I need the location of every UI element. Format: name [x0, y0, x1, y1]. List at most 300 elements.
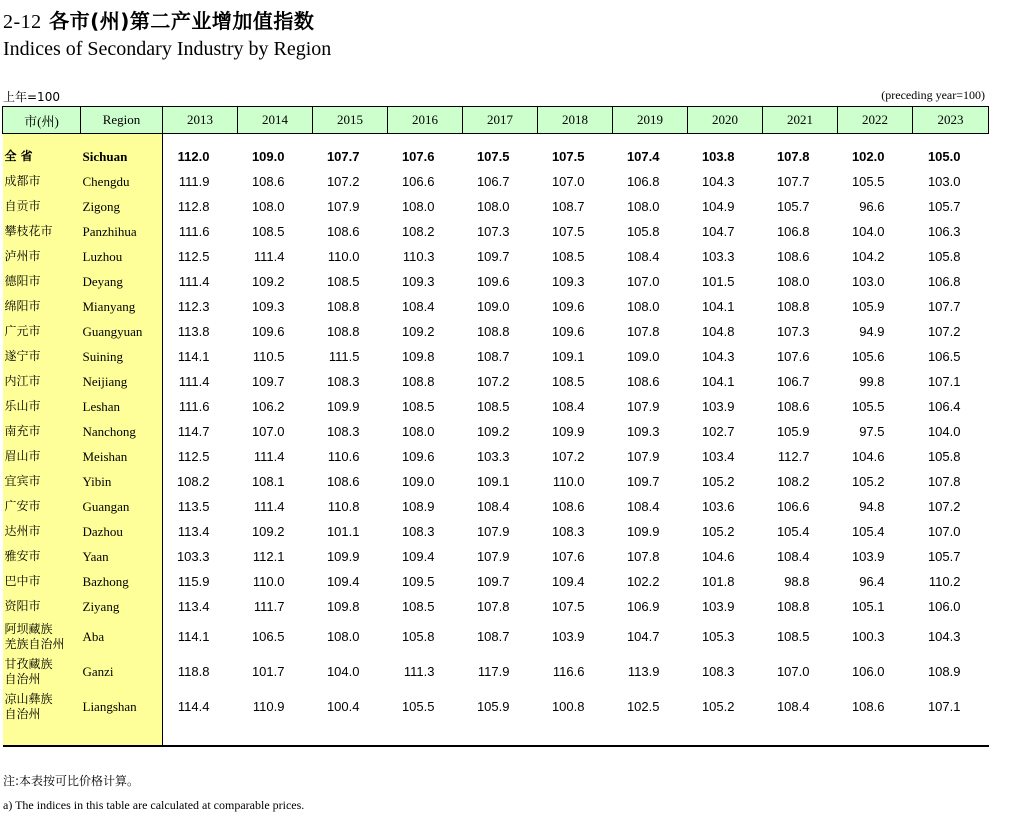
value-cell: 108.4 — [401, 299, 435, 314]
value-cell: 112.1 — [252, 549, 285, 564]
value-cell: 103.8 — [701, 149, 735, 164]
region-en: Mianyang — [81, 294, 163, 319]
value-cell: 108.7 — [476, 349, 510, 364]
value-cell: 109.2 — [251, 274, 285, 289]
table-row — [3, 269, 989, 294]
value-cell: 94.8 — [859, 499, 885, 514]
value-cell: 108.1 — [251, 474, 285, 489]
region-cn: 眉山市 — [3, 444, 81, 469]
region-en: Yaan — [81, 544, 163, 569]
header-year: 2014 — [238, 107, 313, 134]
value-cell: 108.6 — [551, 499, 585, 514]
value-cell: 109.4 — [551, 574, 585, 589]
value-cell: 106.7 — [476, 174, 510, 189]
value-cell: 108.5 — [551, 374, 585, 389]
region-cn: 德阳市 — [3, 269, 81, 294]
table-row — [3, 419, 989, 444]
header-year: 2021 — [763, 107, 838, 134]
value-cell: 110.0 — [327, 249, 360, 264]
value-cell: 111.4 — [178, 274, 210, 289]
value-cell: 108.4 — [626, 499, 660, 514]
value-cell: 103.9 — [701, 599, 735, 614]
value-cell: 102.2 — [626, 574, 660, 589]
value-cell: 107.0 — [251, 424, 285, 439]
value-cell: 113.5 — [177, 499, 210, 514]
spacer-cell — [163, 134, 238, 145]
value-cell: 101.5 — [701, 274, 735, 289]
value-cell: 109.3 — [626, 424, 660, 439]
value-cell: 107.7 — [927, 299, 961, 314]
value-cell: 107.3 — [776, 324, 810, 339]
value-cell: 109.4 — [401, 549, 435, 564]
value-cell: 108.0 — [476, 199, 510, 214]
region-cn-line2: 羌族自治州 — [4, 636, 65, 651]
value-cell: 108.6 — [776, 249, 810, 264]
value-cell: 108.3 — [701, 664, 735, 679]
value-cell: 108.4 — [776, 549, 810, 564]
value-cell: 104.0 — [326, 664, 360, 679]
value-cell: 105.9 — [476, 699, 510, 714]
value-cell: 106.8 — [927, 274, 961, 289]
region-cn-line1: 甘孜藏族 — [4, 656, 53, 671]
value-cell: 105.4 — [851, 524, 885, 539]
value-cell: 96.6 — [859, 199, 885, 214]
value-cell: 108.2 — [176, 474, 210, 489]
header-year: 2013 — [163, 107, 238, 134]
value-cell: 114.1 — [177, 629, 210, 644]
value-cell: 112.3 — [177, 299, 210, 314]
value-cell: 105.8 — [626, 224, 660, 239]
value-cell: 109.6 — [401, 449, 435, 464]
filler-cell — [763, 724, 838, 746]
value-cell: 100.3 — [851, 629, 885, 644]
value-cell: 108.0 — [626, 299, 660, 314]
value-cell: 106.6 — [776, 499, 810, 514]
value-cell: 106.2 — [251, 399, 285, 414]
value-cell: 106.5 — [251, 629, 285, 644]
value-cell: 112.5 — [177, 249, 210, 264]
region-cn — [3, 654, 81, 689]
value-cell: 97.5 — [859, 424, 885, 439]
region-en: Liangshan — [81, 689, 163, 724]
table-row — [3, 594, 989, 619]
value-cell: 112.8 — [177, 199, 210, 214]
value-cell: 117.9 — [477, 664, 510, 679]
filler-cell — [688, 724, 763, 746]
value-cell: 107.0 — [551, 174, 585, 189]
value-cell: 104.3 — [701, 174, 735, 189]
table-row — [3, 689, 989, 724]
value-cell: 107.5 — [551, 149, 585, 164]
value-cell: 109.8 — [401, 349, 435, 364]
value-cell: 104.6 — [701, 549, 735, 564]
value-cell: 100.8 — [551, 699, 585, 714]
region-cn — [3, 689, 81, 724]
value-cell: 108.0 — [326, 629, 360, 644]
region-cn — [3, 619, 81, 654]
region-cn: 绵阳市 — [3, 294, 81, 319]
value-cell: 108.5 — [251, 224, 285, 239]
value-cell: 109.7 — [476, 574, 510, 589]
value-cell: 104.0 — [851, 224, 885, 239]
value-cell: 109.3 — [551, 274, 585, 289]
value-cell: 103.9 — [701, 399, 735, 414]
value-cell: 103.3 — [701, 249, 735, 264]
header-year: 2022 — [838, 107, 913, 134]
value-cell: 108.8 — [476, 324, 510, 339]
value-cell: 106.4 — [927, 399, 961, 414]
table-title-en: Indices of Secondary Industry by Region — [3, 38, 332, 60]
value-cell: 114.4 — [177, 699, 210, 714]
unit-label-cn: 上年=100 — [3, 90, 60, 104]
value-cell: 109.9 — [626, 524, 660, 539]
table-row — [3, 519, 989, 544]
table-title-cn — [3, 5, 314, 34]
header-region-en: Region — [81, 107, 163, 134]
value-cell: 107.0 — [776, 664, 810, 679]
value-cell: 105.9 — [851, 299, 885, 314]
data-table — [2, 106, 989, 747]
region-en: Ganzi — [81, 654, 163, 689]
value-cell: 107.2 — [927, 324, 961, 339]
value-cell: 104.1 — [701, 299, 735, 314]
value-cell: 96.4 — [859, 574, 885, 589]
value-cell: 107.8 — [776, 149, 810, 164]
region-en: Chengdu — [81, 169, 163, 194]
value-cell: 111.5 — [328, 349, 360, 364]
value-cell: 105.2 — [701, 474, 735, 489]
region-cn: 乐山市 — [3, 394, 81, 419]
table-row — [3, 219, 989, 244]
value-cell: 106.9 — [626, 599, 660, 614]
spacer-cell — [538, 134, 613, 145]
value-cell: 115.9 — [177, 574, 210, 589]
region-cn: 达州市 — [3, 519, 81, 544]
unit-label-en: (preceding year=100) — [881, 88, 985, 102]
value-cell: 113.8 — [177, 324, 210, 339]
value-cell: 105.7 — [776, 199, 810, 214]
value-cell: 109.9 — [326, 399, 360, 414]
value-cell: 107.6 — [401, 149, 435, 164]
value-cell: 99.8 — [859, 374, 885, 389]
value-cell: 107.9 — [476, 549, 510, 564]
value-cell: 108.4 — [551, 399, 585, 414]
value-cell: 107.0 — [626, 274, 660, 289]
header-row — [3, 107, 989, 134]
table-row — [3, 444, 989, 469]
value-cell: 108.3 — [326, 374, 360, 389]
value-cell: 111.4 — [178, 374, 210, 389]
spacer-cell — [463, 134, 538, 145]
region-en: Deyang — [81, 269, 163, 294]
value-cell: 101.1 — [326, 524, 360, 539]
value-cell: 106.3 — [927, 224, 961, 239]
value-cell: 103.0 — [851, 274, 885, 289]
value-cell: 105.6 — [851, 349, 885, 364]
value-cell: 118.8 — [177, 664, 210, 679]
filler-cell — [538, 724, 613, 746]
filler-cell — [3, 724, 81, 746]
region-cn: 成都市 — [3, 169, 81, 194]
value-cell: 116.6 — [552, 664, 585, 679]
value-cell: 105.9 — [776, 424, 810, 439]
value-cell: 107.6 — [551, 549, 585, 564]
region-en: Suining — [81, 344, 163, 369]
region-cn: 巴中市 — [3, 569, 81, 594]
value-cell: 109.9 — [326, 549, 360, 564]
value-cell: 103.3 — [176, 549, 210, 564]
value-cell: 107.8 — [626, 324, 660, 339]
spacer-cell — [913, 134, 989, 145]
value-cell: 105.8 — [927, 449, 961, 464]
table-row — [3, 319, 989, 344]
value-cell: 110.0 — [252, 574, 285, 589]
value-cell: 109.6 — [551, 324, 585, 339]
value-cell: 107.2 — [551, 449, 585, 464]
value-cell: 109.9 — [551, 424, 585, 439]
value-cell: 108.5 — [776, 629, 810, 644]
value-cell: 108.9 — [927, 664, 961, 679]
value-cell: 105.5 — [851, 174, 885, 189]
value-cell: 111.9 — [178, 174, 210, 189]
value-cell: 109.1 — [551, 349, 585, 364]
value-cell: 105.7 — [927, 549, 961, 564]
value-cell: 104.7 — [701, 224, 735, 239]
region-cn: 宜宾市 — [3, 469, 81, 494]
table-row — [3, 194, 989, 219]
region-en: Dazhou — [81, 519, 163, 544]
value-cell: 107.8 — [927, 474, 961, 489]
value-cell: 108.0 — [401, 424, 435, 439]
spacer-cell — [313, 134, 388, 145]
value-cell: 108.8 — [326, 324, 360, 339]
value-cell: 109.1 — [476, 474, 510, 489]
value-cell: 105.8 — [401, 629, 435, 644]
value-cell: 104.8 — [701, 324, 735, 339]
header-year: 2019 — [613, 107, 688, 134]
value-cell: 107.9 — [626, 449, 660, 464]
value-cell: 108.0 — [401, 199, 435, 214]
value-cell: 108.3 — [326, 424, 360, 439]
value-cell: 108.7 — [476, 629, 510, 644]
table-row — [3, 244, 989, 269]
value-cell: 109.3 — [251, 299, 285, 314]
value-cell: 107.5 — [476, 149, 510, 164]
value-cell: 108.8 — [776, 599, 810, 614]
value-cell: 105.8 — [927, 249, 961, 264]
table-row — [3, 344, 989, 369]
value-cell: 107.1 — [927, 699, 961, 714]
value-cell: 104.2 — [851, 249, 885, 264]
region-en: Leshan — [81, 394, 163, 419]
value-cell: 102.0 — [851, 149, 885, 164]
header-region-cn: 市(州) — [3, 107, 81, 134]
region-en: Zigong — [81, 194, 163, 219]
value-cell: 107.9 — [626, 399, 660, 414]
value-cell: 107.0 — [927, 524, 961, 539]
value-cell: 111.4 — [253, 249, 285, 264]
value-cell: 103.3 — [476, 449, 510, 464]
table-body — [3, 134, 989, 748]
value-cell: 103.4 — [701, 449, 735, 464]
value-cell: 108.9 — [401, 499, 435, 514]
table-row — [3, 169, 989, 194]
value-cell: 109.3 — [401, 274, 435, 289]
spacer-row — [3, 134, 989, 145]
spacer-cell — [388, 134, 463, 145]
value-cell: 108.2 — [401, 224, 435, 239]
region-cn: 南充市 — [3, 419, 81, 444]
header-year: 2020 — [688, 107, 763, 134]
value-cell: 111.6 — [178, 224, 210, 239]
value-cell: 110.3 — [402, 249, 435, 264]
filler-cell — [81, 724, 163, 746]
value-cell: 104.3 — [701, 349, 735, 364]
value-cell: 108.6 — [251, 174, 285, 189]
value-cell: 105.3 — [701, 629, 735, 644]
value-cell: 104.9 — [701, 199, 735, 214]
value-cell: 107.8 — [476, 599, 510, 614]
value-cell: 103.6 — [701, 499, 735, 514]
region-cn: 攀枝花市 — [3, 219, 81, 244]
value-cell: 111.7 — [253, 599, 285, 614]
region-cn-line2: 自治州 — [4, 671, 41, 686]
spacer-cell — [238, 134, 313, 145]
value-cell: 107.8 — [626, 549, 660, 564]
value-cell: 108.6 — [326, 224, 360, 239]
region-cn-line2: 自治州 — [4, 706, 41, 721]
table-row — [3, 394, 989, 419]
table-number: 2-12 — [3, 11, 42, 33]
value-cell: 109.7 — [476, 249, 510, 264]
region-en: Panzhihua — [81, 219, 163, 244]
value-cell: 104.7 — [626, 629, 660, 644]
spacer-cell — [688, 134, 763, 145]
note-en: a) The indices in this table are calculated at comparable prices. — [3, 798, 305, 812]
header-year: 2017 — [463, 107, 538, 134]
value-cell: 101.7 — [251, 664, 285, 679]
value-cell: 113.9 — [627, 664, 660, 679]
value-cell: 103.9 — [551, 629, 585, 644]
value-cell: 113.4 — [177, 599, 210, 614]
value-cell: 113.4 — [177, 524, 210, 539]
table-row — [3, 144, 989, 169]
spacer-cell — [838, 134, 913, 145]
table-row — [3, 619, 989, 654]
value-cell: 109.4 — [326, 574, 360, 589]
value-cell: 110.8 — [327, 499, 360, 514]
value-cell: 108.6 — [626, 374, 660, 389]
value-cell: 111.6 — [178, 399, 210, 414]
value-cell: 106.6 — [401, 174, 435, 189]
value-cell: 105.4 — [776, 524, 810, 539]
header-year: 2016 — [388, 107, 463, 134]
filler-cell — [613, 724, 688, 746]
value-cell: 109.0 — [251, 149, 285, 164]
value-cell: 100.4 — [326, 699, 360, 714]
value-cell: 108.5 — [551, 249, 585, 264]
table-row — [3, 654, 989, 689]
value-cell: 114.7 — [177, 424, 210, 439]
note-cn: 注:本表按可比价格计算。 — [3, 774, 140, 788]
region-en: Luzhou — [81, 244, 163, 269]
value-cell: 101.8 — [701, 574, 735, 589]
value-cell: 109.2 — [401, 324, 435, 339]
value-cell: 102.7 — [701, 424, 735, 439]
region-cn: 内江市 — [3, 369, 81, 394]
region-cn: 全 省 — [3, 144, 81, 169]
table-row — [3, 369, 989, 394]
header-year: 2015 — [313, 107, 388, 134]
value-cell: 106.7 — [776, 374, 810, 389]
value-cell: 111.4 — [253, 499, 285, 514]
value-cell: 108.4 — [626, 249, 660, 264]
region-cn-line1: 凉山彝族 — [4, 691, 53, 706]
value-cell: 107.7 — [326, 149, 360, 164]
region-cn: 泸州市 — [3, 244, 81, 269]
region-en: Bazhong — [81, 569, 163, 594]
region-en: Sichuan — [81, 144, 163, 169]
value-cell: 94.9 — [859, 324, 885, 339]
value-cell: 108.4 — [476, 499, 510, 514]
value-cell: 106.5 — [927, 349, 961, 364]
value-cell: 109.6 — [551, 299, 585, 314]
value-cell: 109.7 — [251, 374, 285, 389]
filler-cell — [388, 724, 463, 746]
value-cell: 105.7 — [927, 199, 961, 214]
region-en: Guangyuan — [81, 319, 163, 344]
value-cell: 106.8 — [776, 224, 810, 239]
header-year: 2018 — [538, 107, 613, 134]
value-cell: 98.8 — [784, 574, 810, 589]
region-cn: 自贡市 — [3, 194, 81, 219]
value-cell: 105.2 — [701, 699, 735, 714]
value-cell: 109.5 — [401, 574, 435, 589]
spacer-cell — [763, 134, 838, 145]
value-cell: 104.1 — [701, 374, 735, 389]
value-cell: 108.0 — [776, 274, 810, 289]
value-cell: 108.6 — [851, 699, 885, 714]
region-cn: 遂宁市 — [3, 344, 81, 369]
region-cn: 雅安市 — [3, 544, 81, 569]
region-cn: 广元市 — [3, 319, 81, 344]
value-cell: 105.5 — [851, 399, 885, 414]
value-cell: 106.8 — [626, 174, 660, 189]
value-cell: 105.2 — [701, 524, 735, 539]
spacer-cell — [81, 134, 163, 145]
region-cn-line1: 阿坝藏族 — [4, 621, 53, 636]
value-cell: 109.0 — [401, 474, 435, 489]
value-cell: 105.0 — [927, 149, 961, 164]
region-en: Yibin — [81, 469, 163, 494]
value-cell: 104.6 — [851, 449, 885, 464]
bottom-rule-row — [3, 746, 989, 747]
value-cell: 108.3 — [401, 524, 435, 539]
value-cell: 108.3 — [551, 524, 585, 539]
value-cell: 107.9 — [326, 199, 360, 214]
value-cell: 108.8 — [326, 299, 360, 314]
value-cell: 107.5 — [551, 224, 585, 239]
table-title-cn-text: 各市(州)第二产业增加值指数 — [49, 9, 315, 33]
table-row — [3, 469, 989, 494]
value-cell: 110.0 — [552, 474, 585, 489]
value-cell: 107.1 — [927, 374, 961, 389]
value-cell: 108.5 — [476, 399, 510, 414]
value-cell: 110.5 — [252, 349, 285, 364]
value-cell: 105.2 — [851, 474, 885, 489]
table-row — [3, 494, 989, 519]
region-en: Ziyang — [81, 594, 163, 619]
